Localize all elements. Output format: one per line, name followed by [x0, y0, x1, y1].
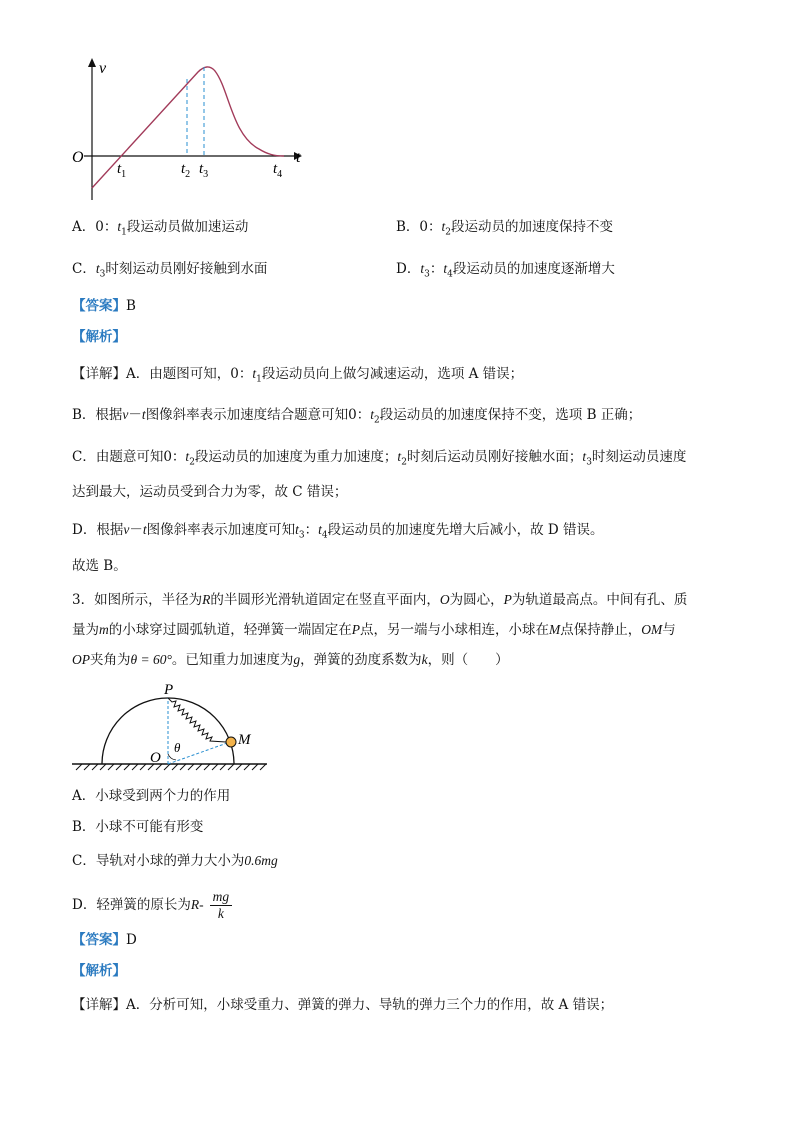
t2-label: $t_2$	[181, 161, 191, 180]
q2-detail-a: 【详解】A．由题图可知，0：$t_1$段运动员向上做匀减速运动，选项 A 错误；	[72, 366, 524, 385]
q3-answer: 【答案】D	[72, 932, 137, 948]
t-axis-label: t	[296, 149, 301, 166]
label-p: P	[164, 682, 174, 698]
q2-option-a: A．0：$t_1$段运动员做加速运动	[72, 219, 249, 238]
v-axis-label: v	[99, 60, 107, 77]
ground-hatching	[76, 764, 266, 770]
q2-detail-b: B．根据v－t图像斜率表示加速度结合题意可知0：$t_2$段运动员的加速度保持不变，选项 B 正确；	[72, 407, 642, 426]
q2-conclusion: 故选 B。	[72, 558, 127, 574]
semicircle-track-figure	[64, 680, 274, 780]
origin-label: O	[72, 149, 84, 166]
t1-label: $t_1$	[117, 161, 127, 180]
label-m: M	[238, 732, 251, 748]
t3-label: $t_3$	[199, 161, 209, 180]
v-axis-arrow	[88, 58, 96, 67]
q3-detail-a: 【详解】A．分析可知，小球受重力、弹簧的弹力、导轨的弹力三个力的作用，故 A 错误；	[72, 997, 614, 1013]
velocity-time-graph	[64, 55, 304, 205]
label-o: O	[150, 750, 161, 766]
q2-detail-d: D．根据v－t图像斜率表示加速度可知$t_3$：$t_4$段运动员的加速度先增大后减小，故 D 错误。	[72, 522, 604, 541]
q3-stem-line2: 量为m的小球穿过圆弧轨道，轻弹簧一端固定在P点，另一端与小球相连，小球在M点保持静止，OM与	[72, 622, 676, 638]
q2-detail-c-line1: C．由题意可知0：$t_2$段运动员的加速度为重力加速度；$t_2$时刻后运动员刚好接触水面；$t_3$时刻运动员速度	[72, 449, 687, 468]
q2-option-c: C．$t_3$时刻运动员刚好接触到水面	[72, 261, 268, 280]
q2-detail-c-line2: 达到最大，运动员受到合力为零，故 C 错误；	[72, 484, 348, 500]
ball	[226, 737, 236, 747]
q3-analysis-heading: 【解析】	[72, 963, 126, 979]
q3-option-c: C．导轨对小球的弹力大小为0.6mg	[72, 853, 278, 869]
q3-stem-line3: OP夹角为θ = 60°。已知重力加速度为g，弹簧的劲度系数为k，则（ ）	[72, 652, 509, 668]
q3-option-b: B．小球不可能有形变	[72, 819, 204, 835]
q3-option-d: D．轻弹簧的原长为R- $\frac{mg}{k}$	[72, 886, 734, 924]
q2-option-d: D．$t_3$：$t_4$段运动员的加速度逐渐增大	[396, 261, 615, 280]
q2-analysis-heading: 【解析】	[72, 329, 126, 345]
label-theta: θ	[174, 740, 181, 755]
q3-option-a: A．小球受到两个力的作用	[72, 788, 231, 804]
q3-stem-line1: 3．如图所示，半径为R的半圆形光滑轨道固定在竖直平面内，O为圆心，P为轨道最高点。中间有孔、质	[72, 592, 688, 608]
q2-answer: 【答案】B	[72, 298, 136, 314]
q2-option-b: B．0：$t_2$段运动员的加速度保持不变	[396, 219, 614, 238]
t4-label: $t_4$	[273, 161, 283, 180]
